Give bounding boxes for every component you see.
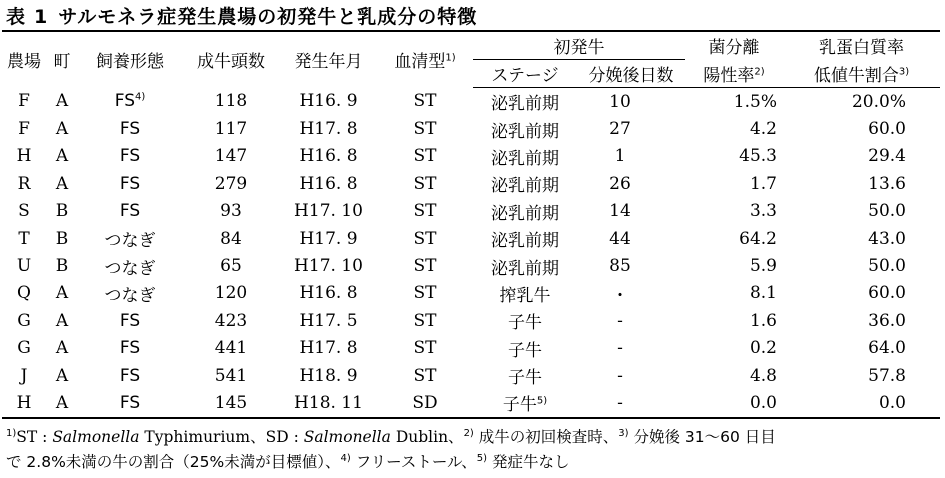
cell-stage-value: 泌乳前期 <box>491 258 559 279</box>
cell-days-value: - <box>617 392 623 413</box>
cell-bacteria-rate <box>685 170 783 197</box>
cell-bacteria-rate <box>685 115 783 142</box>
header-serotype-note: 1) <box>445 52 456 64</box>
cell-serotype <box>377 88 473 116</box>
cell-feeding <box>78 143 182 170</box>
cell-bacteria-rate <box>685 362 783 389</box>
cell-days-value: 26 <box>609 173 631 194</box>
cell-bacteria-rate-value: 3.3 <box>749 201 777 222</box>
cell-head-count-value: 441 <box>214 338 248 359</box>
cell-farm <box>2 252 46 279</box>
footnote-dublin: Dublin、 <box>390 428 464 446</box>
footnote <box>6 425 941 475</box>
cell-date-value: H17. 8 <box>299 338 358 359</box>
cell-stage-note: 5) <box>536 395 548 407</box>
header-farm: 農場 <box>2 31 46 88</box>
cell-town-value: B <box>55 256 69 277</box>
cell-head-count-value: 93 <box>220 201 242 222</box>
footnote-salmonella-1: Salmonella <box>52 428 140 446</box>
cell-town <box>46 143 78 170</box>
cell-town <box>46 335 78 362</box>
header-date: 発生年月 <box>280 31 377 88</box>
cell-days-value: 44 <box>609 228 631 249</box>
header-town: 町 <box>46 31 78 88</box>
cell-milk-protein-rate <box>783 143 940 170</box>
header-serotype <box>377 31 473 88</box>
cell-feeding <box>78 335 182 362</box>
cell-stage-value: 泌乳前期 <box>491 176 559 197</box>
cell-bacteria-rate <box>685 143 783 170</box>
cell-serotype <box>377 389 473 417</box>
cell-farm <box>2 170 46 197</box>
cell-head-count <box>182 307 280 334</box>
cell-days <box>577 362 685 389</box>
cell-stage-value: 子牛 <box>508 368 542 389</box>
cell-stage-value: 泌乳前期 <box>491 121 559 142</box>
cell-farm-value: F <box>18 119 30 140</box>
cell-farm-value: S <box>18 201 30 222</box>
cell-date <box>280 88 377 116</box>
cell-farm-value: R <box>17 173 31 194</box>
table-row <box>2 307 940 334</box>
cell-milk-protein-rate-value: 50.0 <box>868 201 906 222</box>
header-serotype-label: 血清型 <box>394 52 446 73</box>
cell-date-value: H16. 8 <box>299 283 358 304</box>
table-row <box>2 170 940 197</box>
cell-days-value: - <box>617 365 623 386</box>
cell-town-value: A <box>55 283 69 304</box>
table-number: 1 <box>34 6 49 28</box>
cell-town <box>46 198 78 225</box>
cell-town-value: A <box>55 173 69 194</box>
cell-serotype <box>377 115 473 142</box>
cell-serotype <box>377 143 473 170</box>
cell-farm-value: T <box>18 228 30 249</box>
cell-farm <box>2 335 46 362</box>
cell-milk-protein-rate-value: 57.8 <box>868 365 906 386</box>
cell-bacteria-rate-value: 5.9 <box>749 256 777 277</box>
cell-milk-protein-rate-value: 0.0 <box>878 392 906 413</box>
cell-farm-value: F <box>18 91 30 112</box>
footnote-st: ST : <box>16 428 53 446</box>
cell-date-value: H16. 8 <box>299 173 358 194</box>
cell-date <box>280 198 377 225</box>
footnote-3-text-b: で 2.8%未満の牛の割合（25%未満が目標値）、 <box>6 453 341 471</box>
cell-head-count <box>182 115 280 142</box>
cell-town-value: B <box>55 228 69 249</box>
cell-head-count <box>182 170 280 197</box>
cell-head-count <box>182 225 280 252</box>
cell-serotype <box>377 335 473 362</box>
cell-farm <box>2 88 46 116</box>
cell-farm <box>2 115 46 142</box>
cell-date <box>280 362 377 389</box>
cell-head-count-value: 84 <box>220 228 242 249</box>
footnote-5-marker: 5) <box>476 452 488 464</box>
header-stage: ステージ <box>473 60 577 88</box>
header-first-cow: 初発牛 <box>473 31 685 60</box>
footnote-typhimurium: Typhimurium、SD : <box>139 428 304 446</box>
cell-milk-protein-rate <box>783 362 940 389</box>
cell-town <box>46 362 78 389</box>
cell-days-value: ・ <box>611 285 629 306</box>
cell-days-value: - <box>617 338 623 359</box>
cell-head-count <box>182 88 280 116</box>
cell-feeding <box>78 280 182 307</box>
cell-days <box>577 170 685 197</box>
cell-bacteria-rate <box>685 307 783 334</box>
cell-bacteria-rate <box>685 198 783 225</box>
cell-town-value: A <box>55 119 69 140</box>
cell-milk-protein-rate-value: 60.0 <box>868 119 906 140</box>
cell-milk-protein-rate-value: 36.0 <box>868 310 906 331</box>
cell-date-value: H16. 9 <box>299 91 358 112</box>
cell-head-count <box>182 143 280 170</box>
cell-stage-value: 子牛 <box>508 313 542 334</box>
cell-bacteria-rate <box>685 280 783 307</box>
cell-stage-value: 泌乳前期 <box>491 94 559 115</box>
footnote-2-text: 成牛の初回検査時、 <box>473 428 619 446</box>
cell-stage <box>473 307 577 334</box>
footnote-4-marker: 4) <box>340 452 351 464</box>
cell-stage <box>473 280 577 307</box>
cell-bacteria-rate <box>685 88 783 116</box>
table-label: 表 <box>6 6 27 28</box>
table-row <box>2 88 940 116</box>
table-row <box>2 335 940 362</box>
footnote-3-text-a: 分娩後 31～60 日目 <box>628 428 776 446</box>
cell-bacteria-rate <box>685 225 783 252</box>
cell-serotype <box>377 252 473 279</box>
cell-days <box>577 225 685 252</box>
cell-feeding-value: FS <box>119 201 141 222</box>
footnote-5-text: 発症牛なし <box>487 453 570 471</box>
cell-milk-protein-rate <box>783 88 940 116</box>
header-days: 分娩後日数 <box>577 60 685 88</box>
cell-farm <box>2 389 46 417</box>
cell-serotype-value: ST <box>413 310 437 331</box>
cell-days <box>577 307 685 334</box>
cell-feeding-note: 4) <box>135 91 146 103</box>
cell-stage <box>473 362 577 389</box>
cell-head-count-value: 118 <box>214 91 248 112</box>
cell-feeding-value: つなぎ <box>104 258 156 279</box>
cell-feeding <box>78 362 182 389</box>
table-title <box>6 2 477 29</box>
cell-bacteria-rate <box>685 252 783 279</box>
cell-serotype-value: ST <box>413 365 437 386</box>
cell-feeding <box>78 88 182 116</box>
cell-farm-value: G <box>17 310 31 331</box>
cell-milk-protein-rate <box>783 170 940 197</box>
cell-feeding-value: FS <box>119 310 141 331</box>
cell-town-value: B <box>55 201 69 222</box>
cell-date <box>280 280 377 307</box>
cell-bacteria-rate-value: 1.5% <box>733 91 777 112</box>
cell-date <box>280 252 377 279</box>
cell-farm <box>2 198 46 225</box>
cell-town-value: A <box>55 146 69 167</box>
cell-serotype <box>377 170 473 197</box>
cell-bacteria-rate-value: 64.2 <box>739 228 777 249</box>
footnote-1-marker: 1) <box>6 427 17 439</box>
cell-serotype-value: ST <box>413 283 437 304</box>
cell-date-value: H17. 10 <box>294 256 363 277</box>
cell-serotype <box>377 362 473 389</box>
cell-head-count <box>182 252 280 279</box>
cell-town-value: A <box>55 365 69 386</box>
cell-serotype-value: ST <box>413 338 437 359</box>
cell-date <box>280 307 377 334</box>
cell-serotype-value: ST <box>413 228 437 249</box>
cell-feeding <box>78 307 182 334</box>
cell-milk-protein-rate <box>783 115 940 142</box>
header-bacteria-line2 <box>685 60 783 88</box>
cell-milk-protein-rate-value: 50.0 <box>868 256 906 277</box>
cell-feeding-value: FS <box>119 338 141 359</box>
cell-serotype <box>377 225 473 252</box>
cell-farm-value: G <box>17 338 31 359</box>
cell-stage <box>473 170 577 197</box>
cell-serotype <box>377 198 473 225</box>
cell-stage <box>473 143 577 170</box>
cell-milk-protein-rate <box>783 335 940 362</box>
cell-town <box>46 88 78 116</box>
cell-serotype-value: ST <box>413 256 437 277</box>
cell-date-value: H18. 11 <box>294 392 363 413</box>
cell-feeding-value: FS <box>119 146 141 167</box>
cell-date <box>280 335 377 362</box>
cell-milk-protein-rate-value: 64.0 <box>868 338 906 359</box>
cell-feeding <box>78 225 182 252</box>
cell-days-value: 27 <box>609 119 631 140</box>
cell-milk-protein-rate <box>783 389 940 417</box>
cell-date-value: H17. 9 <box>299 228 358 249</box>
table-row <box>2 225 940 252</box>
cell-feeding-value: FS <box>119 365 141 386</box>
cell-farm <box>2 362 46 389</box>
cell-feeding <box>78 252 182 279</box>
cell-serotype <box>377 280 473 307</box>
cell-days-value: 1 <box>614 146 626 167</box>
cell-milk-protein-rate <box>783 307 940 334</box>
cell-feeding <box>78 389 182 417</box>
header-bacteria-line1: 菌分離 <box>685 31 783 60</box>
cell-feeding-value: FS <box>114 91 135 112</box>
cell-days-value: 85 <box>609 256 631 277</box>
header-bacteria-note: 2) <box>754 66 765 78</box>
cell-farm <box>2 143 46 170</box>
cell-bacteria-rate-value: 4.2 <box>749 119 777 140</box>
cell-milk-protein-rate <box>783 198 940 225</box>
header-milk-line1: 乳蛋白質率 <box>783 31 940 60</box>
cell-town <box>46 115 78 142</box>
cell-date <box>280 389 377 417</box>
cell-feeding <box>78 170 182 197</box>
cell-bacteria-rate-value: 0.2 <box>749 338 777 359</box>
cell-milk-protein-rate <box>783 280 940 307</box>
cell-town-value: A <box>55 310 69 331</box>
cell-farm-value: U <box>16 256 32 277</box>
cell-stage <box>473 252 577 279</box>
header-bacteria-label: 陽性率 <box>703 65 755 86</box>
footnote-2-marker: 2) <box>463 427 474 439</box>
cell-date <box>280 115 377 142</box>
cell-date <box>280 225 377 252</box>
cell-head-count-value: 145 <box>214 392 248 413</box>
cell-bacteria-rate <box>685 389 783 417</box>
cell-days-value: - <box>617 310 623 331</box>
cell-days <box>577 335 685 362</box>
header-head-count: 成牛頭数 <box>182 31 280 88</box>
cell-feeding <box>78 198 182 225</box>
cell-stage-value: 子牛 <box>502 395 537 416</box>
cell-milk-protein-rate <box>783 252 940 279</box>
cell-bacteria-rate-value: 1.7 <box>749 173 777 194</box>
cell-head-count-value: 279 <box>214 173 248 194</box>
cell-head-count-value: 423 <box>214 310 248 331</box>
cell-serotype-value: ST <box>413 173 437 194</box>
cell-stage-value: 搾乳牛 <box>499 285 551 306</box>
cell-stage <box>473 198 577 225</box>
cell-bacteria-rate-value: 45.3 <box>739 146 777 167</box>
cell-town <box>46 389 78 417</box>
cell-town-value: A <box>55 91 69 112</box>
cell-days <box>577 143 685 170</box>
cell-stage <box>473 115 577 142</box>
cell-farm <box>2 307 46 334</box>
cell-head-count <box>182 389 280 417</box>
table-row <box>2 280 940 307</box>
cell-farm-value: J <box>20 365 28 386</box>
cell-date-value: H18. 9 <box>299 365 358 386</box>
data-table <box>2 30 940 419</box>
cell-farm-value: H <box>16 146 32 167</box>
cell-stage-value: 泌乳前期 <box>491 203 559 224</box>
cell-head-count <box>182 280 280 307</box>
cell-days-value: 14 <box>609 201 631 222</box>
table-row <box>2 198 940 225</box>
cell-town <box>46 170 78 197</box>
table-row <box>2 143 940 170</box>
table-row <box>2 389 940 417</box>
cell-date <box>280 143 377 170</box>
cell-bacteria-rate-value: 1.6 <box>749 310 777 331</box>
cell-head-count-value: 541 <box>214 365 248 386</box>
cell-feeding-value: FS <box>119 392 141 413</box>
cell-head-count-value: 147 <box>214 146 248 167</box>
cell-stage <box>473 389 577 417</box>
cell-town <box>46 280 78 307</box>
cell-town-value: A <box>55 392 69 413</box>
cell-serotype-value: ST <box>413 119 437 140</box>
cell-milk-protein-rate <box>783 225 940 252</box>
cell-farm <box>2 225 46 252</box>
cell-date <box>280 170 377 197</box>
cell-feeding-value: FS <box>119 119 141 140</box>
cell-head-count-value: 65 <box>220 256 242 277</box>
cell-milk-protein-rate-value: 13.6 <box>868 173 906 194</box>
cell-days <box>577 115 685 142</box>
header-milk-label: 低値牛割合 <box>813 65 899 86</box>
cell-town-value: A <box>55 338 69 359</box>
table-row <box>2 252 940 279</box>
table-row <box>2 115 940 142</box>
cell-town <box>46 225 78 252</box>
cell-feeding-value: つなぎ <box>104 231 156 252</box>
cell-date-value: H17. 8 <box>299 119 358 140</box>
cell-stage <box>473 88 577 116</box>
cell-bacteria-rate-value: 8.1 <box>749 283 777 304</box>
cell-days <box>577 280 685 307</box>
cell-head-count <box>182 335 280 362</box>
cell-stage <box>473 335 577 362</box>
cell-milk-protein-rate-value: 43.0 <box>868 228 906 249</box>
cell-serotype-value: ST <box>413 201 437 222</box>
cell-head-count <box>182 198 280 225</box>
cell-feeding <box>78 115 182 142</box>
cell-feeding-value: つなぎ <box>104 285 156 306</box>
cell-days-value: 10 <box>609 91 631 112</box>
footnote-salmonella-2: Salmonella <box>303 428 391 446</box>
cell-farm-value: H <box>16 392 32 413</box>
cell-days <box>577 252 685 279</box>
cell-days <box>577 389 685 417</box>
cell-head-count-value: 117 <box>214 119 248 140</box>
cell-feeding-value: FS <box>119 173 141 194</box>
cell-serotype-value: SD <box>412 392 438 413</box>
cell-farm <box>2 280 46 307</box>
cell-date-value: H16. 8 <box>299 146 358 167</box>
footnote-3-marker: 3) <box>618 427 629 439</box>
cell-serotype <box>377 307 473 334</box>
cell-stage-value: 泌乳前期 <box>491 231 559 252</box>
table-title-text: サルモネラ症発生農場の初発牛と乳成分の特徴 <box>58 6 478 28</box>
cell-stage-value: 子牛 <box>508 340 542 361</box>
cell-serotype-value: ST <box>413 146 437 167</box>
cell-head-count-value: 120 <box>214 283 248 304</box>
cell-town <box>46 307 78 334</box>
table-row <box>2 362 940 389</box>
cell-milk-protein-rate-value: 20.0% <box>851 91 906 112</box>
cell-stage-value: 泌乳前期 <box>491 148 559 169</box>
cell-date-value: H17. 5 <box>299 310 358 331</box>
cell-bacteria-rate-value: 4.8 <box>749 365 777 386</box>
cell-town <box>46 252 78 279</box>
header-feeding: 飼養形態 <box>78 31 182 88</box>
cell-milk-protein-rate-value: 29.4 <box>868 146 906 167</box>
cell-bacteria-rate-value: 0.0 <box>749 392 777 413</box>
cell-milk-protein-rate-value: 60.0 <box>868 283 906 304</box>
cell-serotype-value: ST <box>413 91 437 112</box>
cell-head-count <box>182 362 280 389</box>
cell-stage <box>473 225 577 252</box>
cell-days <box>577 88 685 116</box>
cell-date-value: H17. 10 <box>294 201 363 222</box>
header-milk-line2 <box>783 60 940 88</box>
footnote-4-text: フリーストール、 <box>350 453 477 471</box>
cell-days <box>577 198 685 225</box>
cell-farm-value: Q <box>17 283 31 304</box>
header-milk-note: 3) <box>898 66 910 78</box>
cell-bacteria-rate <box>685 335 783 362</box>
